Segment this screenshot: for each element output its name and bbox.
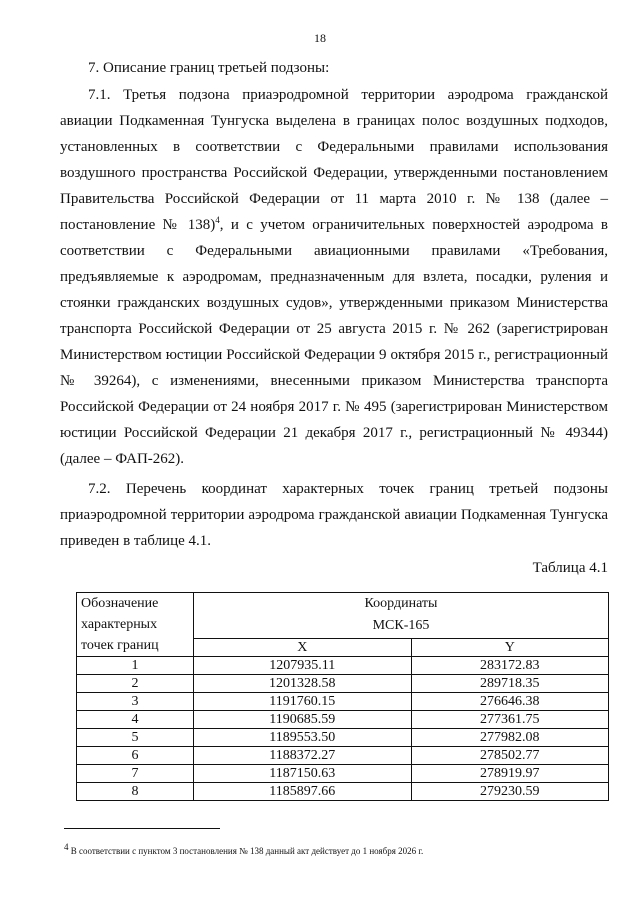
footnote-divider	[64, 828, 220, 829]
x-cell: 1187150.63	[194, 765, 412, 783]
table-row	[77, 747, 609, 765]
y-cell: 289718.35	[411, 675, 608, 693]
footnote	[64, 842, 424, 857]
paragraph-7-1-text: 7.1. Третья подзона приаэродромной территории аэродрома гражданской авиации Подкаменная Тунгуска выделена в границах полос воздушных подходов, установленных в соответствии с Федеральными правилами использования воздушного пространства Российской Федерации, утвержденными постановлением Правительства Российской Федерации от 11 марта 2010 г. № 138 (далее – постановление № 138)	[60, 87, 608, 233]
point-designation-header: Обозначение характерных точек границ	[77, 593, 194, 657]
point-cell: 5	[77, 729, 194, 747]
paragraph-7-1	[60, 82, 608, 472]
table-row	[77, 657, 609, 675]
x-cell: 1201328.58	[194, 675, 412, 693]
table-row	[77, 765, 609, 783]
y-cell: 277982.08	[411, 729, 608, 747]
table-row	[77, 711, 609, 729]
point-cell: 7	[77, 765, 194, 783]
point-cell: 8	[77, 783, 194, 801]
point-cell: 3	[77, 693, 194, 711]
y-cell: 276646.38	[411, 693, 608, 711]
footnote-reference[interactable]: 4	[215, 215, 220, 225]
table-row	[77, 693, 609, 711]
table-row	[77, 675, 609, 693]
section-heading: 7. Описание границ третьей подзоны:	[88, 60, 330, 76]
x-cell: 1207935.11	[194, 657, 412, 675]
table-caption: Таблица 4.1	[532, 560, 608, 576]
x-column-header: X	[194, 638, 412, 656]
x-cell: 1191760.15	[194, 693, 412, 711]
table-row	[77, 783, 609, 801]
y-cell: 278919.97	[411, 765, 608, 783]
x-cell: 1185897.66	[194, 783, 412, 801]
coordinates-header	[194, 593, 609, 639]
point-cell: 1	[77, 657, 194, 675]
y-cell: 277361.75	[411, 711, 608, 729]
coordinates-header-title: Координаты	[364, 596, 438, 612]
y-column-header: Y	[411, 638, 608, 656]
table-row	[77, 729, 609, 747]
y-cell: 279230.59	[411, 783, 608, 801]
coordinates-table	[76, 592, 609, 801]
y-cell: 283172.83	[411, 657, 608, 675]
page-number: 18	[314, 31, 326, 45]
point-cell: 2	[77, 675, 194, 693]
x-cell: 1189553.50	[194, 729, 412, 747]
y-cell: 278502.77	[411, 747, 608, 765]
x-cell: 1188372.27	[194, 747, 412, 765]
coordinate-system-label: МСК-165	[372, 618, 430, 634]
point-cell: 6	[77, 747, 194, 765]
paragraph-7-1-text-continued: , и с учетом ограничительных поверхностей аэродрома в соответствии с Федеральными авиационными правилами «Требования, предъявляемые к аэродромам, предназначенным для взлета, посадки, руления и стоянки гражданских воздушных судов», утвержденными приказом Министерства транспорта Российской Федерации от 25 августа 2015 г. № 262 (зарегистрирован Министерством юстиции Российской Федерации 9 октября 2015 г., регистрационный № 39264), с изменениями, внесенными приказом Министерства транспорта Российской Федерации от 24 ноября 2017 г. № 495 (зарегистрирован Министерством юстиции Российской Федерации 21 декабря 2017 г., регистрационный № 49344) (далее – ФАП-262).	[60, 217, 608, 467]
paragraph-7-2: 7.2. Перечень координат характерных точек границ третьей подзоны приаэродромной территории аэродрома гражданской авиации Подкаменная Тунгуска приведен в таблице 4.1.	[60, 481, 608, 549]
footnote-text: В соответствии с пунктом 3 постановления № 138 данный акт действует до 1 ноября 2026 г.	[70, 846, 424, 856]
point-cell: 4	[77, 711, 194, 729]
footnote-marker: 4	[64, 842, 69, 852]
x-cell: 1190685.59	[194, 711, 412, 729]
